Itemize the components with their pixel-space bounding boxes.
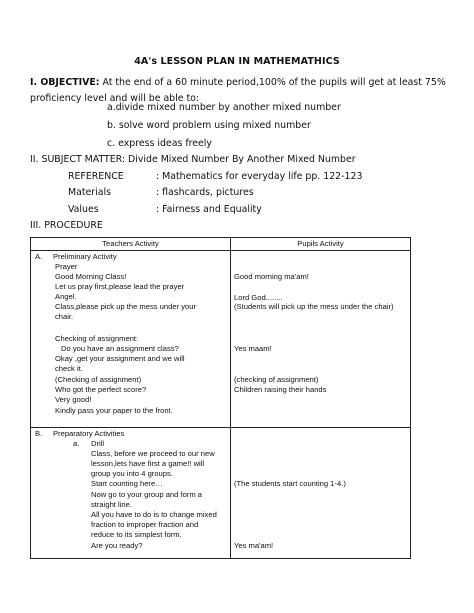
teacher-line: Very good!	[55, 395, 92, 404]
reference-value: : Mathematics for everyday life pp. 122-123	[156, 171, 363, 182]
section-a-title: Preliminary Activity	[53, 252, 117, 261]
teacher-line: Okay ,get your assignment and we will	[55, 354, 185, 363]
teacher-line: Good Morning Class!	[55, 272, 127, 281]
section-a-row	[31, 251, 411, 428]
objective-item: b. solve word problem using mixed number	[107, 120, 311, 131]
section-b-marker: B.	[35, 429, 43, 438]
teacher-line: Do you have an assignment class?	[61, 344, 179, 353]
values-label: Values	[68, 204, 99, 215]
teacher-line: Class,please pick up the mess under your	[55, 302, 196, 311]
teacher-line: Who got the perfect score?	[55, 385, 147, 394]
objective-item: a.divide mixed number by another mixed number	[107, 102, 341, 113]
reference-label: REFERENCE	[68, 171, 124, 182]
procedure-table	[30, 237, 411, 559]
pupil-line: (The students start counting 1-4.)	[234, 479, 346, 488]
procedure-heading: III. PROCEDURE	[30, 220, 103, 231]
teacher-line: group you into 4 groups.	[91, 469, 173, 478]
pupil-line: Good morning ma'am!	[234, 272, 309, 281]
pupils-activity-header: Pupils Activity	[231, 238, 411, 251]
materials-label: Materials	[68, 187, 111, 198]
teacher-line: Angel.	[55, 292, 77, 301]
teacher-line: chair.	[55, 312, 74, 321]
objective-item: c. express ideas freely	[107, 138, 212, 149]
section-b-title: Preparatory Activities	[53, 429, 125, 438]
teacher-line: check it.	[55, 364, 83, 373]
teacher-line: Class, before we proceed to our new	[91, 449, 215, 458]
teacher-line: fraction to improper fraction and	[91, 520, 199, 529]
teacher-line: Let us pray first,please lead the prayer	[55, 282, 185, 291]
pupil-line: (Students will pick up the mess under the chair)	[234, 302, 394, 311]
pupil-line: Lord God........	[234, 293, 283, 302]
teacher-line: lesson,lets have first a game!! will	[91, 459, 205, 468]
teacher-line: Prayer	[55, 262, 78, 271]
section-a-teacher-cell	[31, 251, 231, 428]
teacher-line: All you have to do is to change mixed	[91, 510, 217, 519]
teacher-line: Are you ready?	[91, 541, 143, 550]
teacher-line: Checking of assignment:	[55, 334, 139, 343]
section-a-pupils-cell	[231, 251, 411, 428]
pupil-line: Yes ma'am!	[234, 541, 274, 550]
teacher-line: Now go to your group and form a	[91, 490, 203, 499]
drill-title: Drill	[91, 439, 105, 448]
section-b-row	[31, 428, 411, 559]
objective-label: I. OBJECTIVE:	[30, 77, 100, 88]
section-a-marker: A.	[35, 252, 43, 261]
materials-value: : flashcards, pictures	[156, 187, 254, 198]
pupil-line: Children raising their hands	[234, 385, 327, 394]
section-b-pupils-cell	[231, 428, 411, 559]
pupil-line: (checking of assignment)	[234, 375, 319, 384]
teacher-line: straight line.	[91, 500, 132, 509]
pupil-line: Yes maam!	[234, 344, 272, 353]
objective-text: At the end of a 60 minute period,100% of the pupils will get at least 75% proficiency level and will be able to:	[30, 77, 446, 104]
subject-matter: II. SUBJECT MATTER: Divide Mixed Number By Another Mixed Number	[30, 154, 356, 165]
values-value: : Fairness and Equality	[156, 204, 262, 215]
teacher-line: reduce to its simplest form.	[91, 530, 182, 539]
teacher-line: (Checking of assignment)	[55, 375, 142, 384]
teachers-activity-header: Teachers Activity	[31, 238, 231, 251]
document-title: 4A's LESSON PLAN IN MATHEMATHICS	[134, 56, 340, 67]
section-b-teacher-cell	[31, 428, 231, 559]
drill-marker: a.	[73, 439, 80, 448]
teacher-line: Start counting here…	[91, 479, 163, 488]
teacher-line: Kindly pass your paper to the front.	[55, 406, 173, 415]
table-header-row	[31, 238, 411, 251]
